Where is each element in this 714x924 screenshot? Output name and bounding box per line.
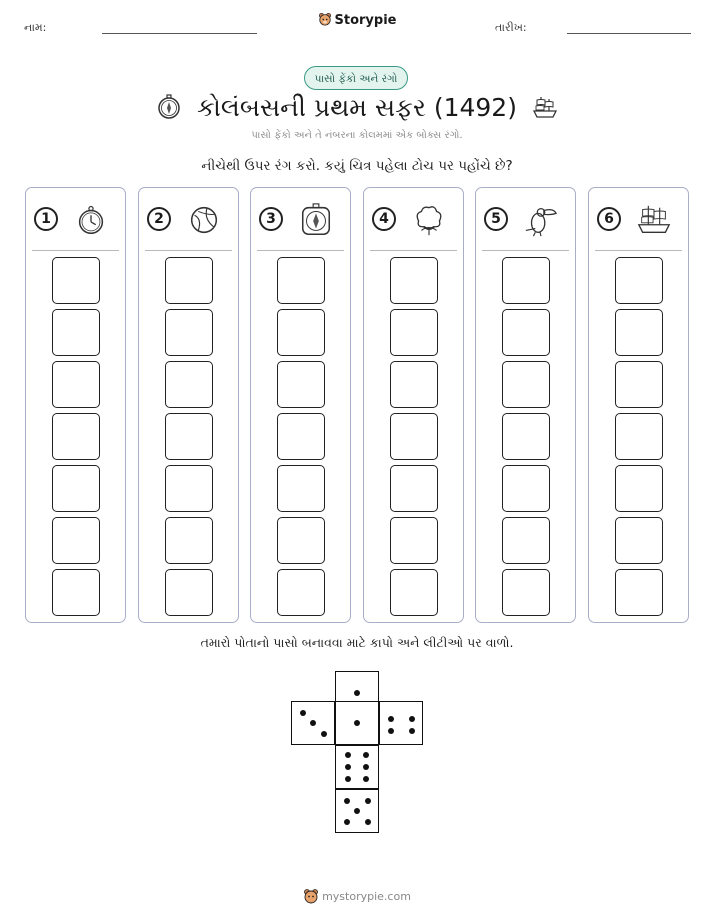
die-pip (354, 808, 360, 814)
pocket-watch-icon (71, 202, 111, 238)
title-text: કોલંબસની પ્રથમ સફર (1492) (197, 93, 517, 122)
color-box[interactable] (165, 517, 213, 564)
die-pip (344, 798, 350, 804)
color-box[interactable] (52, 517, 100, 564)
die-pip (345, 752, 351, 758)
brand-name: Storypie (334, 13, 397, 28)
color-box[interactable] (277, 413, 325, 460)
column-divider (370, 250, 457, 251)
color-box[interactable] (390, 361, 438, 408)
column-number: 6 (597, 207, 621, 231)
color-box[interactable] (165, 361, 213, 408)
date-label: તારીખ: (495, 21, 527, 34)
column-2 (138, 187, 239, 623)
column-6 (588, 187, 689, 623)
die-face-3 (291, 701, 335, 745)
color-box[interactable] (390, 517, 438, 564)
color-box[interactable] (390, 309, 438, 356)
color-box[interactable] (390, 569, 438, 616)
color-box[interactable] (615, 361, 663, 408)
color-box[interactable] (165, 465, 213, 512)
color-box[interactable] (52, 309, 100, 356)
compass-icon (296, 202, 336, 238)
cut-instructions: તમારો પોતાનો પાસો બનાવવા માટે કાપો અને લીટીઓ પર વાળો. (200, 635, 514, 650)
column-divider (145, 250, 232, 251)
color-box[interactable] (390, 413, 438, 460)
die-pip (365, 819, 371, 825)
name-label: નામ: (24, 21, 47, 34)
column-5 (475, 187, 576, 623)
color-box[interactable] (502, 309, 550, 356)
color-box[interactable] (502, 517, 550, 564)
color-box[interactable] (277, 569, 325, 616)
column-divider (482, 250, 569, 251)
die-pip (363, 764, 369, 770)
die-pip (344, 819, 350, 825)
color-box[interactable] (277, 465, 325, 512)
mascot-icon (318, 12, 332, 26)
die-pip (354, 720, 360, 726)
color-box[interactable] (615, 465, 663, 512)
color-box[interactable] (390, 465, 438, 512)
die-pip (354, 690, 360, 696)
color-box[interactable] (615, 569, 663, 616)
color-box[interactable] (277, 309, 325, 356)
column-number: 5 (484, 207, 508, 231)
brand-logo (0, 12, 714, 28)
ship-icon (531, 93, 559, 121)
die-pip (310, 720, 316, 726)
column-divider (32, 250, 119, 251)
die-pip (300, 710, 306, 716)
die-pip (409, 716, 415, 722)
color-box[interactable] (165, 257, 213, 304)
page-title (0, 90, 714, 126)
die-pip (388, 716, 394, 722)
color-box[interactable] (615, 413, 663, 460)
color-box[interactable] (277, 517, 325, 564)
color-box[interactable] (277, 257, 325, 304)
date-line[interactable] (567, 33, 691, 34)
column-1 (25, 187, 126, 623)
die-pip (388, 728, 394, 734)
color-box[interactable] (165, 569, 213, 616)
die-pip (409, 728, 415, 734)
color-box[interactable] (52, 413, 100, 460)
color-box[interactable] (615, 517, 663, 564)
color-box[interactable] (52, 257, 100, 304)
die-face-2 (379, 701, 423, 745)
cotton-plant-icon (409, 202, 449, 238)
color-box[interactable] (502, 465, 550, 512)
color-box[interactable] (165, 413, 213, 460)
roll-and-color-badge: પાસો ફેંકો અને રંગો (304, 66, 408, 90)
footer-url: mystorypie.com (322, 890, 411, 903)
sailing-ship-icon (634, 202, 674, 238)
question-text: નીચેથી ઉપર રંગ કરો. કયું ચિત્ર પહેલા ટોચ પર પહોંચે છે? (201, 158, 513, 174)
column-divider (257, 250, 344, 251)
die-pip (365, 798, 371, 804)
color-box[interactable] (52, 465, 100, 512)
die-pip (345, 776, 351, 782)
die-face-1 (335, 701, 379, 745)
color-box[interactable] (502, 361, 550, 408)
column-number: 2 (147, 207, 171, 231)
column-4 (363, 187, 464, 623)
marble-ball-icon (184, 202, 224, 238)
column-3 (250, 187, 351, 623)
color-box[interactable] (615, 309, 663, 356)
die-pip (363, 776, 369, 782)
die-pip (321, 731, 327, 737)
column-number: 3 (259, 207, 283, 231)
die-pip (345, 764, 351, 770)
color-box[interactable] (502, 569, 550, 616)
die-pip (363, 752, 369, 758)
column-number: 1 (34, 207, 58, 231)
color-box[interactable] (390, 257, 438, 304)
compass-icon (155, 93, 183, 121)
toucan-icon (521, 202, 561, 238)
color-box[interactable] (615, 257, 663, 304)
footer-mascot-icon (303, 888, 319, 904)
footer (0, 888, 714, 904)
color-box[interactable] (165, 309, 213, 356)
subtitle: પાસો ફેંકો અને તે નંબરના કોલમમાં એક બોક્સ રંગો. (251, 130, 463, 141)
die-face-6 (335, 745, 379, 789)
column-number: 4 (372, 207, 396, 231)
color-box[interactable] (502, 413, 550, 460)
column-divider (595, 250, 682, 251)
color-box[interactable] (52, 361, 100, 408)
name-line[interactable] (102, 33, 257, 34)
color-box[interactable] (502, 257, 550, 304)
die-face-5 (335, 789, 379, 833)
color-box[interactable] (277, 361, 325, 408)
color-box[interactable] (52, 569, 100, 616)
